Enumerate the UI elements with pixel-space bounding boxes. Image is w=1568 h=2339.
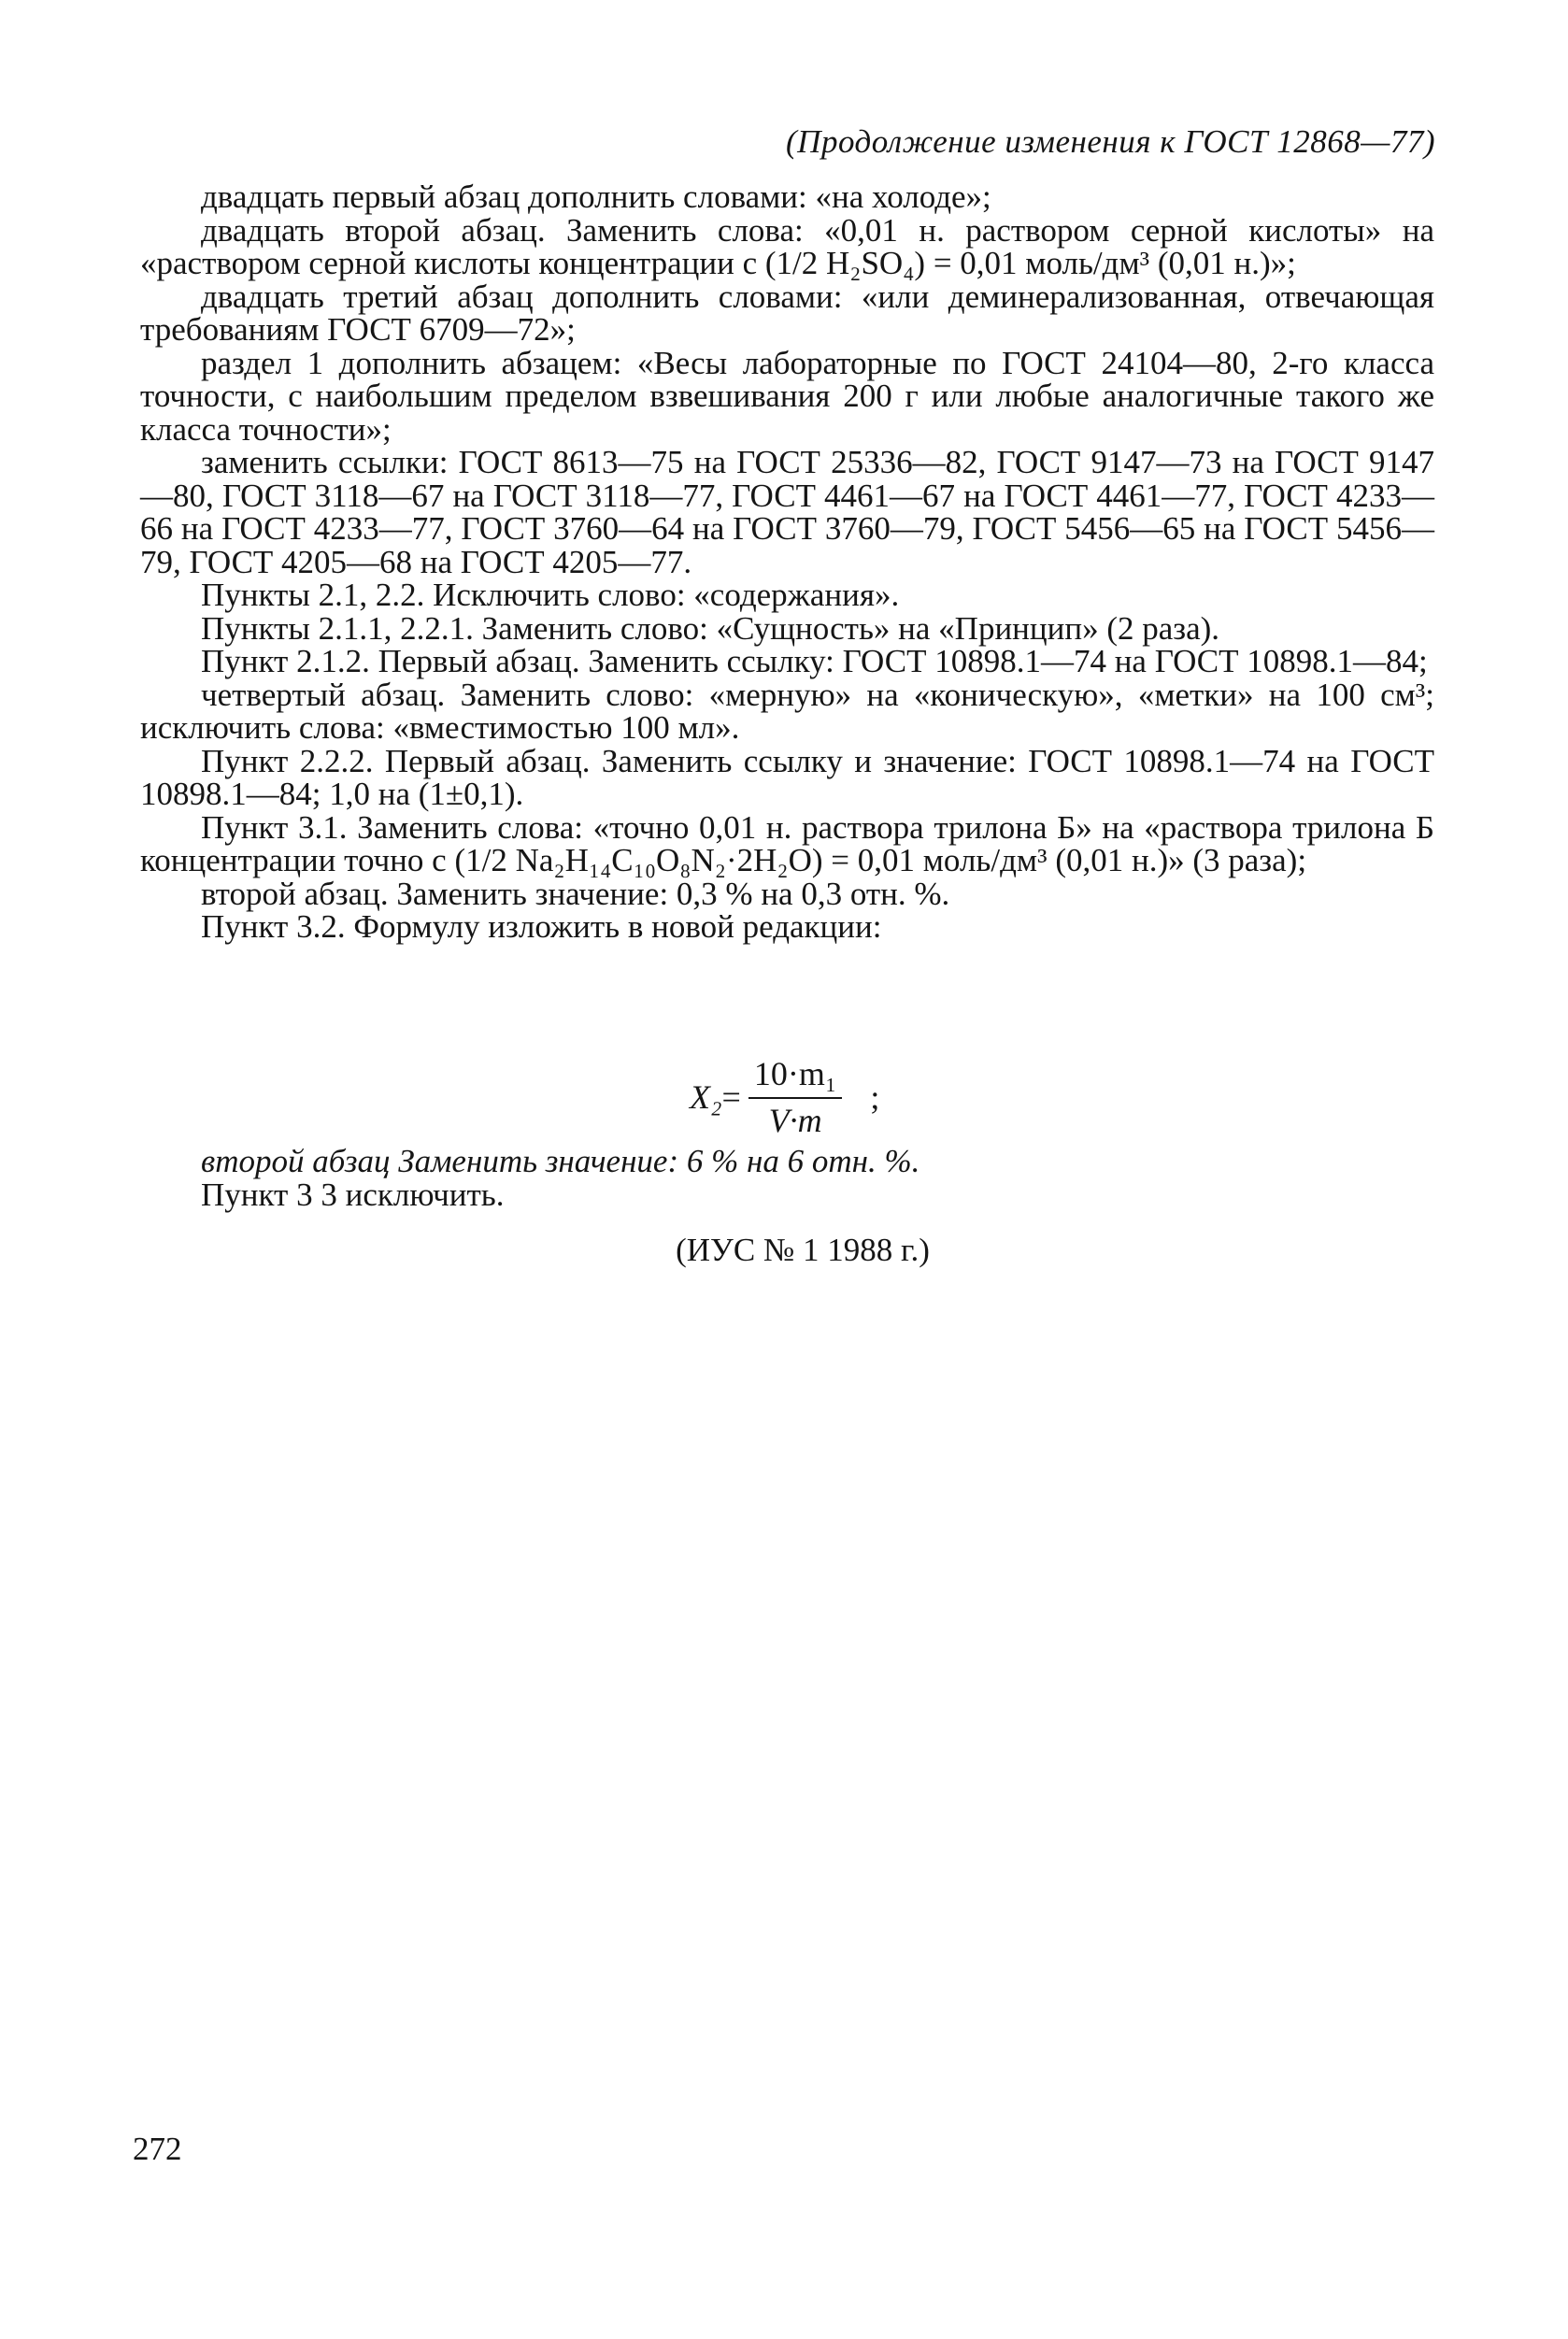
paragraph: двадцать третий абзац дополнить словами: «или деминерализованная, отвечающая требованиям ГОСТ 6709—72»; xyxy=(140,278,1434,348)
formula-equals: = xyxy=(721,1078,741,1116)
formula-terminator: ; xyxy=(870,1078,880,1116)
paragraph: второй абзац. Заменить значение: 0,3 % на 0,3 отн. %. xyxy=(201,875,950,912)
paragraph: Пункт 3 3 исключить. xyxy=(201,1176,505,1213)
formula xyxy=(690,1054,879,1140)
paragraph: Пункт 3.2. Формулу изложить в новой редакции: xyxy=(201,908,882,945)
paragraph: второй абзац Заменить значение: 6 % на 6 отн. %. xyxy=(201,1143,920,1179)
page-header: (Продолжение изменения к ГОСТ 12868—77) xyxy=(786,123,1435,160)
paragraph: Пункты 2.1.1, 2.2.1. Заменить слово: «Сущность» на «Принцип» (2 раза). xyxy=(201,609,1220,647)
paragraph: двадцать первый абзац дополнить словами: «на холоде»; xyxy=(201,178,991,215)
paragraph: заменить ссылки: ГОСТ 8613—75 на ГОСТ 25336—82, ГОСТ 9147—73 на ГОСТ 9147—80, ГОСТ 3118—67 на ГОСТ 3118—77, ГОСТ 4461—67 на ГОСТ 4461—77, ГОСТ 4233—66 на ГОСТ 4233—77, ГОСТ 3760—64 на ГОСТ 3760—79, ГОСТ 5456—65 на ГОСТ 5456—79, ГОСТ 4205—68 на ГОСТ 4205—77. xyxy=(140,444,1434,580)
formula-lhs: X₂ xyxy=(690,1078,722,1116)
formula-fraction xyxy=(748,1054,843,1140)
paragraph: четвертый абзац. Заменить слово: «мерную» на «коническую», «метки» на 100 см³; исключить слова: «вместимостью 100 мл». xyxy=(140,676,1434,746)
formula-numerator: 10·m₁ xyxy=(748,1054,843,1099)
formula-denominator: V·m xyxy=(768,1102,822,1139)
amendment-text xyxy=(140,180,1434,944)
paragraph: Пункты 2.1, 2.2. Исключить слово: «содержания». xyxy=(201,577,900,613)
paragraph: Пункт 2.1.2. Первый абзац. Заменить ссылку: ГОСТ 10898.1—74 на ГОСТ 10898.1—84; xyxy=(201,643,1428,679)
paragraph: раздел 1 дополнить абзацем: «Весы лабораторные по ГОСТ 24104—80, 2-го класса точности, с наибольшим пределом взвешивания 200 г или любые аналогичные такого же класса точности»; xyxy=(140,344,1434,448)
page-number: 272 xyxy=(133,2131,182,2167)
paragraph: Пункт 2.2.2. Первый абзац. Заменить ссылку и значение: ГОСТ 10898.1—74 на ГОСТ 10898.1—84; 1,0 на (1±0,1). xyxy=(140,742,1434,812)
amendment-tail xyxy=(140,1145,1434,1211)
source-reference: (ИУС № 1 1988 г.) xyxy=(676,1232,930,1268)
paragraph: Пункт 3.1. Заменить слова: «точно 0,01 н. раствора трилона Б» на «раствора трилона Б концентрации точно c (1/2 Na₂H₁₄C₁₀O₈N₂·2H₂O) = 0,01 моль/дм³ (0,01 н.)» (3 раза); xyxy=(140,808,1434,878)
paragraph: двадцать второй абзац. Заменить слова: «0,01 н. раствором серной кислоты» на «раствором серной кислоты концентрации c (1/2 H₂SO₄) = 0,01 моль/дм³ (0,01 н.)»; xyxy=(140,211,1434,281)
